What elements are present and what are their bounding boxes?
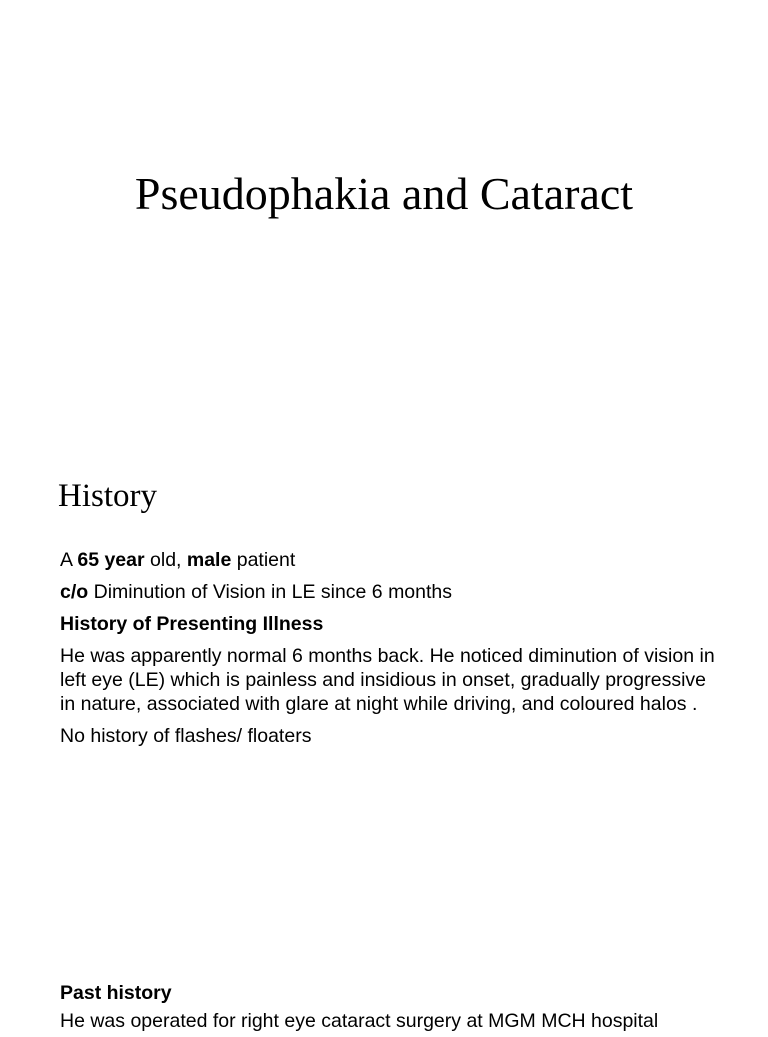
negative-history: No history of flashes/ floaters bbox=[60, 725, 312, 747]
history-heading: History bbox=[58, 478, 157, 514]
complaint-text: Diminution of Vision in LE since 6 months bbox=[88, 581, 453, 603]
summary-suffix: patient bbox=[231, 549, 296, 571]
patient-age: 65 year bbox=[77, 549, 145, 571]
hopi-heading-text: History of Presenting Illness bbox=[60, 613, 324, 635]
patient-sex: male bbox=[186, 549, 232, 571]
hopi-heading bbox=[60, 612, 720, 636]
past-history-text: He was operated for right eye cataract surgery at MGM MCH hospital bbox=[60, 1010, 659, 1032]
slide-title: Pseudophakia and Cataract bbox=[134, 168, 634, 219]
history-content bbox=[60, 548, 720, 756]
summary-mid: old, bbox=[144, 549, 187, 571]
hopi-text: He was apparently normal 6 months back. He noticed diminution of vision in left eye (LE) which is painless and insidious in onset, gradually progressive in nature, associated with glare at night while driving, and coloured halos . bbox=[60, 645, 715, 715]
past-history-heading-text: Past history bbox=[60, 982, 172, 1004]
past-history-section bbox=[60, 981, 740, 1037]
complaint-label: c/o bbox=[60, 581, 89, 603]
past-history-heading bbox=[60, 981, 740, 1005]
chief-complaint bbox=[60, 580, 720, 604]
patient-summary bbox=[60, 548, 720, 572]
summary-prefix: A bbox=[60, 549, 78, 571]
